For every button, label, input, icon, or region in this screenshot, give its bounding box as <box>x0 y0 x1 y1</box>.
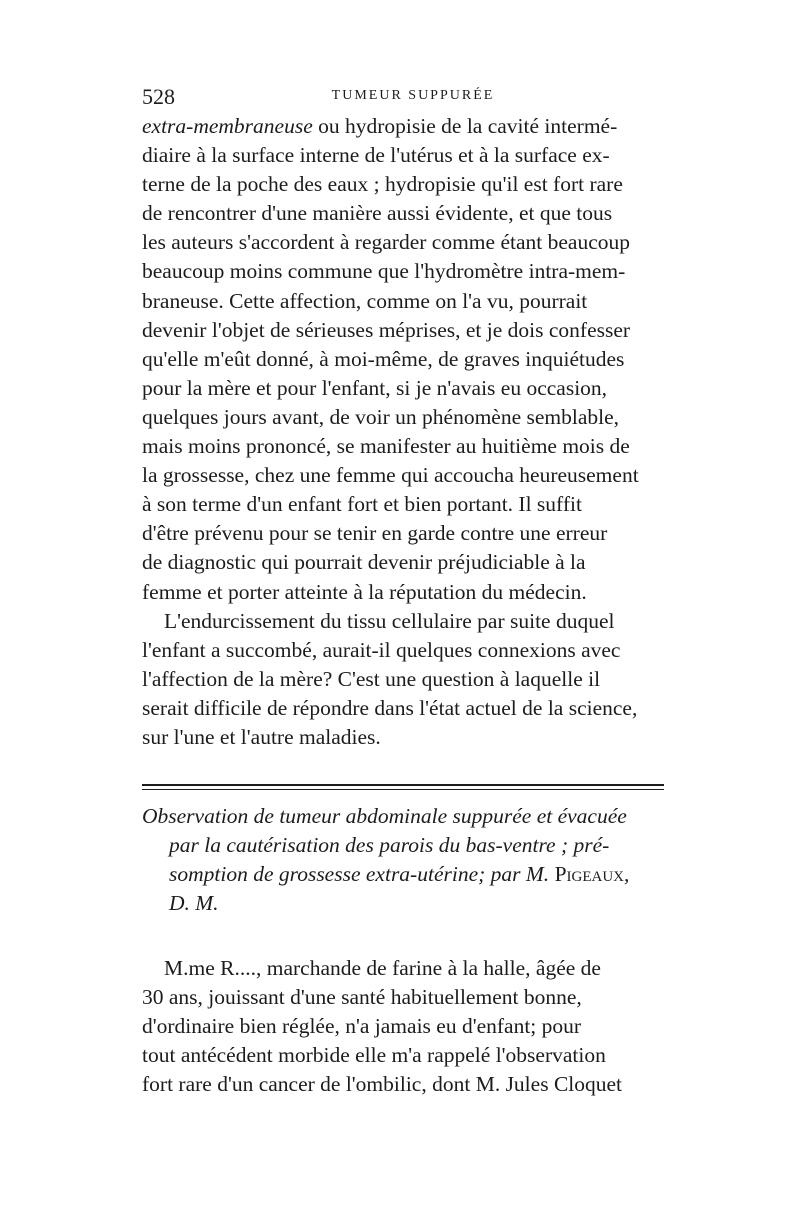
text-line: braneuse. Cette affection, comme on l'a vu, pourrait <box>142 288 588 313</box>
text-line: l'enfant a succombé, aurait-il quelques connexions avec <box>142 637 621 662</box>
text-line: pour la mère et pour l'enfant, si je n'avais eu occasion, <box>142 375 608 400</box>
text-line: qu'elle m'eût donné, à moi-même, de graves inquiétudes <box>142 346 625 371</box>
text-line: mais moins prononcé, se manifester au huitième mois de <box>142 434 630 459</box>
text-line: de diagnostic qui pourrait devenir préjudiciable à la <box>142 550 586 575</box>
text-line: tout antécédent morbide elle m'a rappelé l'observation <box>142 1043 606 1068</box>
text-line: terne de la poche des eaux ; hydropisie qu'il est fort rare <box>142 172 623 197</box>
text-line: extra-membraneuse ou hydropisie de la cavité intermé- <box>142 114 618 138</box>
text-line: l'affection de la mère? C'est une question à laquelle il <box>142 666 601 691</box>
italic-term: extra-membraneuse <box>142 114 313 138</box>
text-line: quelques jours avant, de voir un phénomène semblable, <box>142 404 620 429</box>
text-line: serait difficile de répondre dans l'état actuel de la science, <box>142 695 638 720</box>
divider-rule <box>142 784 664 786</box>
text-line: d'ordinaire bien réglée, n'a jamais eu d'enfant; pour <box>142 1014 582 1039</box>
title-line: Observation de tumeur abdominale suppurée et évacuée <box>142 804 627 829</box>
text-line: L'endurcissement du tissu cellulaire par suite duquel <box>164 608 615 633</box>
text-line: M.me R...., marchande de farine à la halle, âgée de <box>164 956 601 981</box>
paragraph-endurcissement <box>142 607 664 752</box>
text-line: 30 ans, jouissant d'une santé habituellement bonne, <box>142 985 582 1010</box>
title-line: par la cautérisation des parois du bas-ventre ; pré- <box>169 833 610 858</box>
text-line: fort rare d'un cancer de l'ombilic, dont M. Jules Cloquet <box>142 1072 623 1097</box>
divider-rule <box>142 789 664 790</box>
text-line: d'être prévenu pour se tenir en garde contre une erreur <box>142 521 608 546</box>
text-line: la grossesse, chez une femme qui accoucha heureusement <box>142 463 639 488</box>
author-name: Pigeaux <box>554 862 625 887</box>
title-line: somption de grossesse extra-utérine; par M. Pigeaux, <box>169 862 630 887</box>
text-line: devenir l'objet de sérieuses méprises, et je dois confesser <box>142 317 631 342</box>
text-line: de rencontrer d'une manière aussi évidente, et que tous <box>142 201 613 226</box>
text-line: diaire à la surface interne de l'utérus et à la surface ex- <box>142 143 610 168</box>
page-number: 528 <box>142 84 175 109</box>
title-line: D. M. <box>169 891 219 916</box>
book-page <box>142 82 664 1100</box>
running-title: TUMEUR SUPPURÉE <box>331 88 495 103</box>
running-head <box>142 82 664 112</box>
text-line: femme et porter atteinte à la réputation du médecin. <box>142 579 587 604</box>
observation-title <box>142 802 664 918</box>
text-line: les auteurs s'accordent à regarder comme étant beaucoup <box>142 230 630 255</box>
text-line: à son terme d'un enfant fort et bien portant. Il suffit <box>142 492 582 517</box>
section-divider <box>142 784 664 790</box>
paragraph-case <box>142 954 664 1099</box>
text-line: beaucoup moins commune que l'hydromètre intra-mem- <box>142 259 626 284</box>
text-line: sur l'une et l'autre maladies. <box>142 724 381 749</box>
paragraph-hydropisie <box>142 112 664 607</box>
